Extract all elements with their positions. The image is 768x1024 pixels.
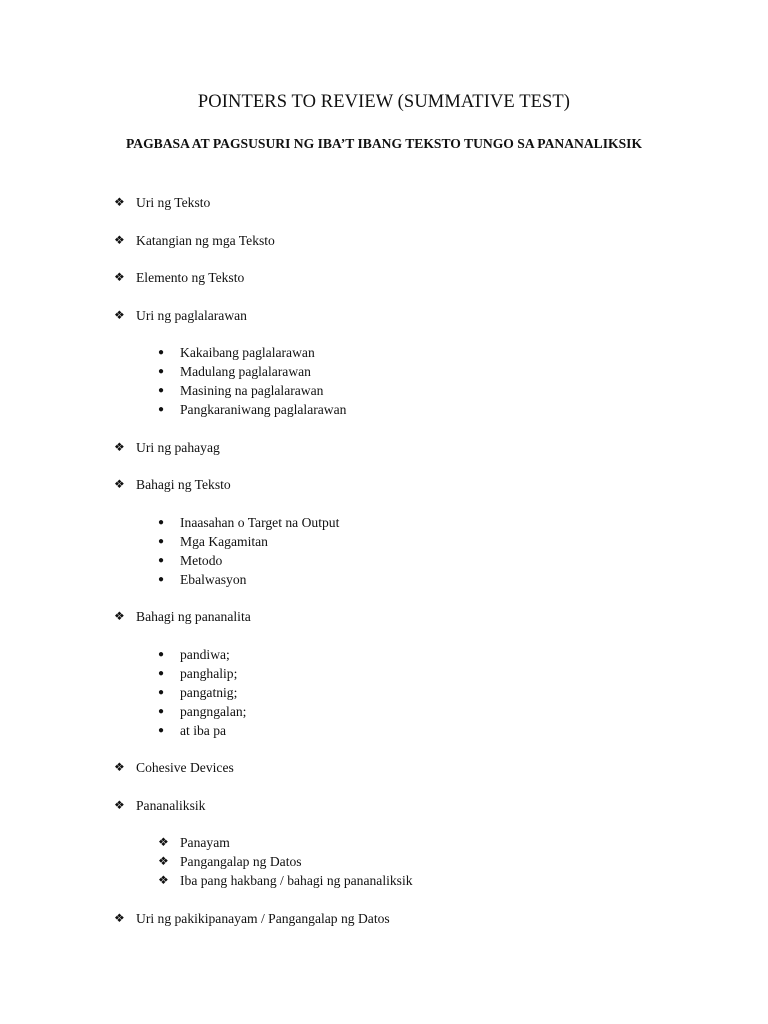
- sub-list-item-label: Mga Kagamitan: [180, 534, 268, 549]
- round-bullet-icon: ●: [158, 536, 165, 547]
- diamond-bullet-icon: ❖: [114, 440, 125, 454]
- diamond-bullet-icon: ❖: [114, 233, 125, 247]
- list-item-label: Bahagi ng Teksto: [136, 477, 231, 492]
- sub-list-item-label: pangatnig;: [180, 685, 238, 700]
- sub-list-item-label: panghalip;: [180, 666, 238, 681]
- list-item-label: Pananaliksik: [136, 798, 206, 813]
- list-item-label: Bahagi ng pananalita: [136, 609, 251, 624]
- list-item-label: Katangian ng mga Teksto: [136, 233, 275, 248]
- diamond-bullet-icon: ❖: [158, 873, 169, 887]
- diamond-bullet-icon: ❖: [114, 477, 125, 491]
- sub-list-item-label: Panayam: [180, 835, 230, 850]
- round-bullet-icon: ●: [158, 366, 165, 377]
- round-bullet-icon: ●: [158, 668, 165, 679]
- sub-list-item-label: at iba pa: [180, 723, 227, 738]
- sub-list-item-label: Inaasahan o Target na Output: [180, 515, 340, 530]
- round-bullet-icon: ●: [158, 687, 165, 698]
- round-bullet-icon: ●: [158, 347, 165, 358]
- list-item-label: Cohesive Devices: [136, 760, 234, 775]
- sub-list-item-label: pangngalan;: [180, 704, 247, 719]
- list-item-label: Uri ng Teksto: [136, 195, 211, 210]
- sub-list-item-label: Masining na paglalarawan: [180, 383, 324, 398]
- sub-list-item-label: Metodo: [180, 553, 223, 568]
- sub-list-item-label: Madulang paglalarawan: [180, 364, 311, 379]
- diamond-bullet-icon: ❖: [114, 798, 125, 812]
- list-item-label: Uri ng pahayag: [136, 440, 220, 455]
- diamond-bullet-icon: ❖: [114, 911, 125, 925]
- list-item-label: Elemento ng Teksto: [136, 270, 245, 285]
- diamond-bullet-icon: ❖: [114, 760, 125, 774]
- sub-list-item-label: pandiwa;: [180, 647, 230, 662]
- diamond-bullet-icon: ❖: [114, 609, 125, 623]
- diamond-bullet-icon: ❖: [114, 195, 125, 209]
- sub-list-item-label: Pangangalap ng Datos: [180, 854, 302, 869]
- diamond-bullet-icon: ❖: [114, 270, 125, 284]
- sub-list-item-label: Iba pang hakbang / bahagi ng pananaliksik: [180, 873, 413, 888]
- page-title: POINTERS TO REVIEW (SUMMATIVE TEST): [197, 92, 571, 112]
- diamond-bullet-icon: ❖: [114, 308, 125, 322]
- round-bullet-icon: ●: [158, 706, 165, 717]
- diamond-bullet-icon: ❖: [158, 835, 169, 849]
- round-bullet-icon: ●: [158, 404, 165, 415]
- round-bullet-icon: ●: [158, 555, 165, 566]
- page-subtitle: PAGBASA AT PAGSUSURI NG IBA’T IBANG TEKSTO TUNGO SA PANANALIKSIK: [125, 136, 643, 151]
- sub-list-item-label: Kakaibang paglalarawan: [180, 345, 315, 360]
- diamond-bullet-icon: ❖: [158, 854, 169, 868]
- list-item-label: Uri ng pakikipanayam / Pangangalap ng Datos: [136, 911, 390, 926]
- sub-list-item-label: Ebalwasyon: [180, 572, 247, 587]
- round-bullet-icon: ●: [158, 385, 165, 396]
- sub-list-item-label: Pangkaraniwang paglalarawan: [180, 402, 347, 417]
- round-bullet-icon: ●: [158, 649, 165, 660]
- round-bullet-icon: ●: [158, 517, 165, 528]
- round-bullet-icon: ●: [158, 574, 165, 585]
- round-bullet-icon: ●: [158, 725, 165, 736]
- list-item-label: Uri ng paglalarawan: [136, 308, 247, 323]
